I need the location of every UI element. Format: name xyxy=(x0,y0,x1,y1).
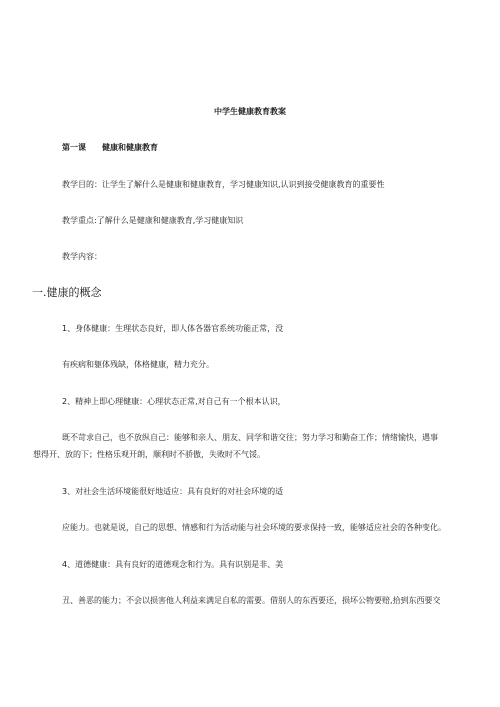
teaching-key-points: 教学重点:了解什么是健康和健康教育,学习健康知识 xyxy=(62,216,244,225)
item-2-line-3: 想得开、放的下；性格乐观开朗，顺利时不骄傲，失败时不气馁。 xyxy=(33,450,265,459)
section-heading: 一.健康的概念 xyxy=(32,286,102,299)
item-4-line-2: 丑、善恶的能力；不会以损害他人利益来满足自私的需要。借别人的东西要还，损坏公物要赔,拾到东西要交 xyxy=(62,596,441,605)
item-3-line-1: 3、对社会生活环境能很好地适应：具有良好的对社会环境的适 xyxy=(62,487,284,496)
lesson-number: 第一课 xyxy=(62,143,86,152)
lesson-heading xyxy=(62,143,158,153)
item-3-line-2: 应能力。也就是说，自己的思想、情感和行为活动能与社会环境的要求保持一致，能够适应社会的各种变化。 xyxy=(62,523,446,532)
item-1-line-2: 有疾病和躯体残缺，体格健康，精力充分。 xyxy=(62,360,214,369)
lesson-name: 健康和健康教育 xyxy=(102,143,158,152)
item-4-line-1: 4、道德健康：具有良好的道德观念和行为。具有识别是非、美 xyxy=(62,560,284,569)
teaching-content-label: 教学内容： xyxy=(62,252,102,261)
item-1-line-1: 1、身体健康：生理状态良好，即人体各器官系统功能正常，没 xyxy=(62,324,284,333)
item-2-line-1: 2、精神上即心理健康：心理状态正常,对自己有一个根本认识， xyxy=(62,397,286,406)
teaching-goal: 教学目的：让学生了解什么是健康和健康教育，学习健康知识,认识到接受健康教育的重要性 xyxy=(62,180,385,189)
document-title: 中学生健康教育教案 xyxy=(214,107,286,116)
item-2-line-2: 既不苛求自己，也不放纵自己：能够和亲人、朋友、同学和谐交往；努力学习和勤奋工作；情绪愉快，遇事 xyxy=(62,433,438,442)
